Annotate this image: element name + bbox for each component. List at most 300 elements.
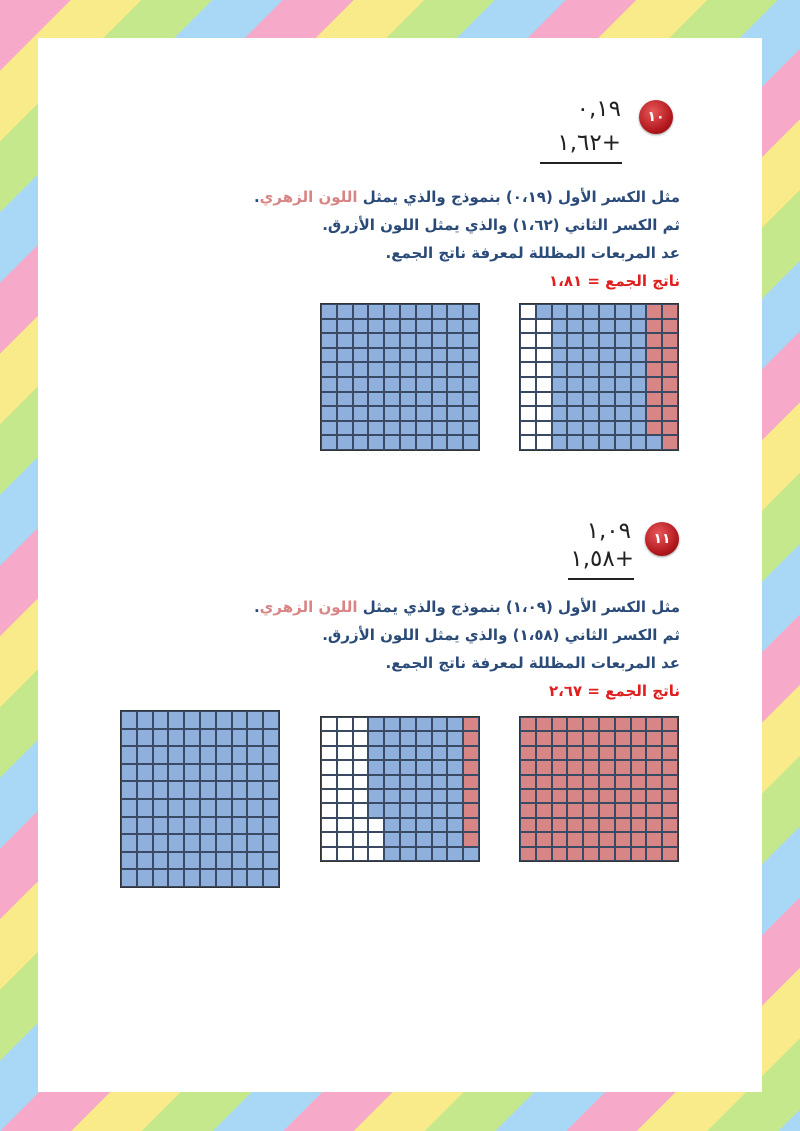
grid-cell <box>368 421 384 436</box>
grid-cell <box>400 832 416 846</box>
grid-cell <box>337 319 353 334</box>
grid-cell <box>153 869 169 887</box>
grid-cell <box>337 717 353 731</box>
worksheet-page <box>38 38 762 1092</box>
grid-cell <box>599 760 615 774</box>
grid-cell <box>121 869 137 887</box>
grid-cell <box>615 348 631 363</box>
grid-cell <box>368 789 384 803</box>
grid-cell <box>416 746 432 760</box>
grid-cell <box>447 818 463 832</box>
grid-cell <box>416 818 432 832</box>
grid-cell <box>321 789 337 803</box>
grid-cell <box>567 377 583 392</box>
grid-cell <box>353 377 369 392</box>
grid-cell <box>583 847 599 861</box>
grid-cell <box>368 377 384 392</box>
problem-number-badge: ١٠ <box>639 100 673 134</box>
grid-cell <box>137 764 153 782</box>
period: . <box>253 598 260 616</box>
grid-cell <box>368 832 384 846</box>
grid-cell <box>368 392 384 407</box>
grid-cell <box>583 818 599 832</box>
grid-cell <box>646 348 662 363</box>
grid-cell <box>353 746 369 760</box>
grid-cell <box>184 799 200 817</box>
grid-cell <box>416 803 432 817</box>
grid-cell <box>368 746 384 760</box>
grid-cell <box>552 348 568 363</box>
grid-cell <box>247 834 263 852</box>
grid-cell <box>520 362 536 377</box>
grid-cell <box>463 847 479 861</box>
grid-cell <box>416 362 432 377</box>
addend-second: ١,٦٢+ <box>557 130 621 156</box>
grid-cell <box>646 377 662 392</box>
grid-cell <box>337 377 353 392</box>
grid-cell <box>400 348 416 363</box>
grid-cell <box>536 435 552 450</box>
sum-line <box>568 578 634 580</box>
grid-cell <box>463 406 479 421</box>
grid-cell <box>631 803 647 817</box>
period: . <box>253 188 260 206</box>
grid-cell <box>536 803 552 817</box>
grid-cell <box>536 333 552 348</box>
grid-cell <box>168 781 184 799</box>
grid-cell <box>216 869 232 887</box>
grid-cell <box>432 348 448 363</box>
grid-cell <box>520 746 536 760</box>
grid-cell <box>552 406 568 421</box>
grid-cell <box>567 348 583 363</box>
grid-cell <box>447 362 463 377</box>
grid-cell <box>400 421 416 436</box>
grid-cell <box>615 435 631 450</box>
grid-cell <box>337 775 353 789</box>
grid-cell <box>432 803 448 817</box>
grid-cell <box>615 789 631 803</box>
instruction-line-3: عد المربعات المظللة لمعرفة ناتج الجمع. <box>385 654 680 672</box>
grid-cell <box>447 746 463 760</box>
grid-cell <box>247 799 263 817</box>
grid-cell <box>631 746 647 760</box>
grid-cell <box>263 729 279 747</box>
grid-cell <box>552 421 568 436</box>
grid-cell <box>536 319 552 334</box>
grid-cell <box>247 817 263 835</box>
grid-cell <box>321 406 337 421</box>
grid-cell <box>432 717 448 731</box>
grid-cell <box>599 803 615 817</box>
grid-cell <box>615 362 631 377</box>
grid-cell <box>631 333 647 348</box>
grid-cell <box>567 435 583 450</box>
grid-cell <box>567 319 583 334</box>
grid-cell <box>662 406 678 421</box>
grid-cell <box>384 392 400 407</box>
grid-cell <box>536 832 552 846</box>
grid-cell <box>631 731 647 745</box>
grid-cell <box>353 818 369 832</box>
grid-cell <box>583 392 599 407</box>
grid-cell <box>153 834 169 852</box>
grid-cell <box>168 817 184 835</box>
grid-cell <box>416 319 432 334</box>
grid-cell <box>432 832 448 846</box>
grid-cell <box>536 304 552 319</box>
grid-cell <box>567 392 583 407</box>
grid-cell <box>263 799 279 817</box>
grid-cell <box>337 760 353 774</box>
grid-cell <box>520 421 536 436</box>
grid-cell <box>137 834 153 852</box>
grid-cell <box>200 746 216 764</box>
grid-cell <box>368 304 384 319</box>
grid-cell <box>321 746 337 760</box>
grid-cell <box>662 392 678 407</box>
grid-cell <box>200 852 216 870</box>
grid-cell <box>137 799 153 817</box>
grid-cell <box>567 304 583 319</box>
grid-cell <box>662 362 678 377</box>
grid-cell <box>599 421 615 436</box>
grid-cell <box>263 764 279 782</box>
grid-cell <box>337 392 353 407</box>
grid-cell <box>583 319 599 334</box>
grid-cell <box>447 832 463 846</box>
grid-cell <box>353 333 369 348</box>
grid-cell <box>153 852 169 870</box>
grid-cell <box>631 789 647 803</box>
grid-cell <box>353 731 369 745</box>
grid-cell <box>447 406 463 421</box>
grid-cell <box>447 421 463 436</box>
grid-cell <box>400 319 416 334</box>
grid-cell <box>583 304 599 319</box>
hundred-grid-full-blue <box>320 303 480 451</box>
grid-cell <box>153 764 169 782</box>
grid-cell <box>184 729 200 747</box>
grid-cell <box>337 832 353 846</box>
grid-cell <box>520 333 536 348</box>
grid-cell <box>447 319 463 334</box>
grid-cell <box>337 789 353 803</box>
grid-cell <box>137 869 153 887</box>
grid-cell <box>615 421 631 436</box>
grid-cell <box>567 362 583 377</box>
instruction-text: مثل الكسر الأول (١،٠٩) بنموذج والذي يمثل <box>362 598 680 616</box>
grid-cell <box>121 729 137 747</box>
grid-cell <box>321 832 337 846</box>
grid-cell <box>646 406 662 421</box>
grid-cell <box>368 348 384 363</box>
grid-cell <box>353 348 369 363</box>
grid-cell <box>384 406 400 421</box>
grid-cell <box>447 348 463 363</box>
grid-cell <box>567 421 583 436</box>
grid-cell <box>463 348 479 363</box>
grid-cell <box>200 834 216 852</box>
grid-cell <box>599 818 615 832</box>
grid-cell <box>536 789 552 803</box>
grid-cell <box>520 818 536 832</box>
grid-cell <box>416 421 432 436</box>
grid-cell <box>400 406 416 421</box>
grid-cell <box>416 832 432 846</box>
grid-cell <box>247 869 263 887</box>
grid-cell <box>463 803 479 817</box>
grid-cell <box>384 435 400 450</box>
grid-cell <box>552 775 568 789</box>
grid-cell <box>520 377 536 392</box>
instruction-text: مثل الكسر الأول (٠،١٩) بنموذج والذي يمثل <box>362 188 680 206</box>
grid-cell <box>536 775 552 789</box>
grid-cell <box>615 847 631 861</box>
grid-cell <box>447 304 463 319</box>
grid-cell <box>400 818 416 832</box>
sum-result: ناتج الجمع = ٢،٦٧ <box>548 682 680 700</box>
grid-cell <box>552 818 568 832</box>
grid-cell <box>447 392 463 407</box>
grid-cell <box>400 717 416 731</box>
grid-cell <box>384 319 400 334</box>
grid-cell <box>353 421 369 436</box>
grid-cell <box>631 760 647 774</box>
grid-cell <box>121 746 137 764</box>
grid-cell <box>520 304 536 319</box>
grid-cell <box>552 362 568 377</box>
grid-cell <box>463 717 479 731</box>
grid-cell <box>662 348 678 363</box>
grid-cell <box>520 803 536 817</box>
grid-cell <box>646 435 662 450</box>
grid-cell <box>337 731 353 745</box>
grid-cell <box>153 711 169 729</box>
grid-cell <box>463 392 479 407</box>
grid-cell <box>662 319 678 334</box>
grid-cell <box>121 781 137 799</box>
grid-cell <box>368 818 384 832</box>
grid-cell <box>599 362 615 377</box>
grid-cell <box>599 319 615 334</box>
grid-cell <box>168 799 184 817</box>
grid-cell <box>662 435 678 450</box>
grid-cell <box>368 406 384 421</box>
grid-cell <box>337 304 353 319</box>
grid-cell <box>232 799 248 817</box>
grid-cell <box>432 392 448 407</box>
grid-cell <box>463 319 479 334</box>
grid-cell <box>232 817 248 835</box>
grid-cell <box>463 377 479 392</box>
grid-cell <box>583 775 599 789</box>
grid-cell <box>384 304 400 319</box>
grid-cell <box>353 304 369 319</box>
grid-cell <box>247 764 263 782</box>
grid-cell <box>263 711 279 729</box>
grid-cell <box>321 847 337 861</box>
grid-cell <box>400 803 416 817</box>
grid-cell <box>353 392 369 407</box>
grid-cell <box>631 304 647 319</box>
grid-cell <box>599 832 615 846</box>
grid-cell <box>615 731 631 745</box>
grid-cell <box>337 406 353 421</box>
pink-color-word: اللون الزهري <box>259 188 358 206</box>
grid-cell <box>567 832 583 846</box>
grid-cell <box>583 717 599 731</box>
grid-cell <box>520 832 536 846</box>
grid-cell <box>463 362 479 377</box>
grid-cell <box>536 746 552 760</box>
grid-cell <box>337 333 353 348</box>
grid-cell <box>200 764 216 782</box>
grid-cell <box>321 731 337 745</box>
grid-cell <box>432 435 448 450</box>
grid-cell <box>184 746 200 764</box>
grid-cell <box>447 847 463 861</box>
grid-cell <box>321 760 337 774</box>
grid-cell <box>400 731 416 745</box>
grid-cell <box>353 803 369 817</box>
grid-cell <box>121 852 137 870</box>
grid-cell <box>216 781 232 799</box>
grid-cell <box>216 834 232 852</box>
grid-cell <box>615 760 631 774</box>
grid-cell <box>353 435 369 450</box>
grid-cell <box>384 731 400 745</box>
grid-cell <box>168 711 184 729</box>
grid-cell <box>567 406 583 421</box>
grid-cell <box>432 775 448 789</box>
grid-cell <box>384 775 400 789</box>
pink-color-word: اللون الزهري <box>259 598 358 616</box>
grid-cell <box>583 406 599 421</box>
grid-cell <box>384 803 400 817</box>
grid-cell <box>432 760 448 774</box>
instruction-line-2: ثم الكسر الثاني (١،٦٢) والذي يمثل اللون الأزرق. <box>322 216 680 234</box>
grid-cell <box>384 421 400 436</box>
grid-cell <box>583 377 599 392</box>
grid-cell <box>321 775 337 789</box>
grid-cell <box>599 333 615 348</box>
grid-cell <box>384 832 400 846</box>
grid-cell <box>447 717 463 731</box>
grid-cell <box>646 847 662 861</box>
grid-cell <box>552 435 568 450</box>
grid-cell <box>646 832 662 846</box>
grid-cell <box>168 869 184 887</box>
grid-cell <box>662 377 678 392</box>
sum-line <box>540 162 622 164</box>
grid-cell <box>337 847 353 861</box>
grid-cell <box>168 852 184 870</box>
grid-cell <box>646 362 662 377</box>
grid-cell <box>400 333 416 348</box>
grid-cell <box>567 760 583 774</box>
grid-cell <box>599 731 615 745</box>
grid-cell <box>463 832 479 846</box>
grid-cell <box>599 847 615 861</box>
grid-cell <box>321 304 337 319</box>
grid-cell <box>200 729 216 747</box>
grid-cell <box>432 421 448 436</box>
grid-cell <box>662 333 678 348</box>
grid-cell <box>583 333 599 348</box>
grid-cell <box>416 304 432 319</box>
grid-cell <box>432 789 448 803</box>
grid-cell <box>416 392 432 407</box>
grid-cell <box>599 348 615 363</box>
grid-cell <box>368 717 384 731</box>
grid-cell <box>646 746 662 760</box>
grid-cell <box>368 731 384 745</box>
grid-cell <box>184 711 200 729</box>
grid-cell <box>368 333 384 348</box>
grid-cell <box>400 304 416 319</box>
grid-cell <box>536 760 552 774</box>
grid-cell <box>463 818 479 832</box>
grid-cell <box>536 731 552 745</box>
grid-cell <box>631 832 647 846</box>
grid-cell <box>520 435 536 450</box>
grid-cell <box>321 435 337 450</box>
grid-cell <box>321 348 337 363</box>
grid-cell <box>353 775 369 789</box>
grid-cell <box>216 799 232 817</box>
grid-cell <box>353 319 369 334</box>
grid-cell <box>463 421 479 436</box>
grid-cell <box>168 834 184 852</box>
grid-cell <box>263 746 279 764</box>
grid-cell <box>416 789 432 803</box>
grid-cell <box>232 746 248 764</box>
grid-cell <box>400 435 416 450</box>
grid-cell <box>520 717 536 731</box>
grid-cell <box>599 775 615 789</box>
grid-cell <box>567 818 583 832</box>
grid-cell <box>400 760 416 774</box>
grid-cell <box>400 847 416 861</box>
grid-cell <box>353 789 369 803</box>
grid-cell <box>662 760 678 774</box>
grid-cell <box>599 717 615 731</box>
problem-10 <box>38 38 762 478</box>
grid-cell <box>520 789 536 803</box>
sum-result: ناتج الجمع = ١،٨١ <box>548 272 680 290</box>
grid-cell <box>337 803 353 817</box>
grid-cell <box>384 847 400 861</box>
grid-cell <box>216 711 232 729</box>
grid-cell <box>536 377 552 392</box>
grid-cell <box>184 869 200 887</box>
grid-cell <box>646 789 662 803</box>
grid-cell <box>646 775 662 789</box>
grid-cell <box>631 435 647 450</box>
grid-cell <box>552 789 568 803</box>
grid-cell <box>137 729 153 747</box>
grid-cell <box>432 319 448 334</box>
grid-cell <box>321 818 337 832</box>
grid-cell <box>400 775 416 789</box>
grid-cell <box>463 435 479 450</box>
grid-cell <box>631 818 647 832</box>
grid-cell <box>384 377 400 392</box>
grid-cell <box>353 406 369 421</box>
grid-cell <box>631 377 647 392</box>
grid-cell <box>247 729 263 747</box>
